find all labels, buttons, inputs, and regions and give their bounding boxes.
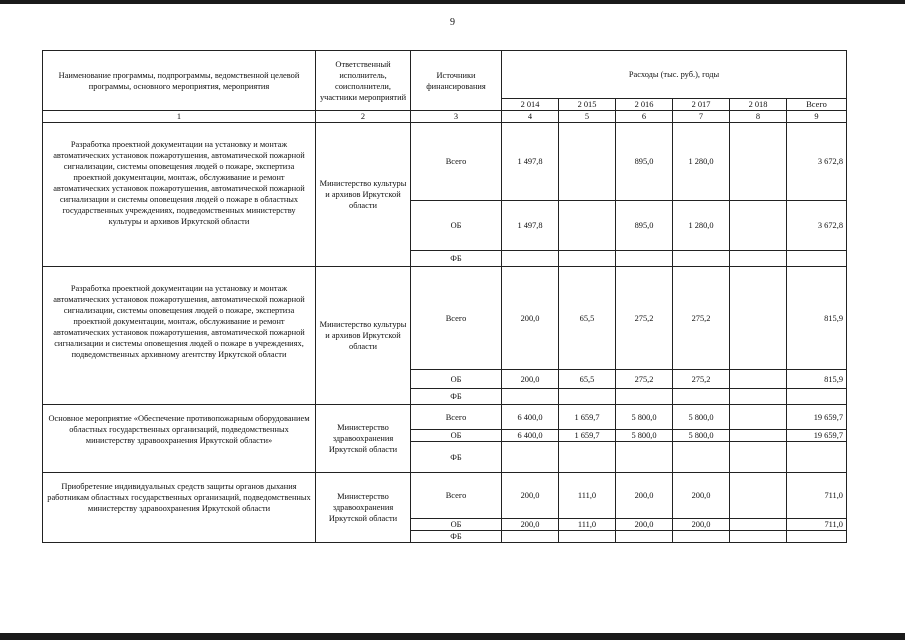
value-cell (730, 389, 787, 405)
header-year-total: Всего (787, 99, 847, 111)
total-cell: 3 672,8 (787, 201, 847, 251)
value-cell (616, 251, 673, 267)
index-cell: 3 (411, 111, 502, 123)
index-cell: 7 (673, 111, 730, 123)
responsible-executor: Министерство здравоохранения Иркутской области (316, 473, 411, 543)
value-cell: 200,0 (673, 473, 730, 519)
value-cell (616, 389, 673, 405)
source-cell: ОБ (411, 370, 502, 389)
activity-name: Разработка проектной документации на установку и монтаж автоматических установок пожаротушения, автоматической пожарной сигнализации, системы оповещения людей о пожаре, экспертиза проектной документации, монтаж, обслуживание и ремонт автоматических установок пожаротушения, автоматической пожарной сигнализации и системы оповещения людей о пожаре в областных государственных учреждениях, подведомственных министерству культуры и архивов Иркутской области (43, 123, 316, 267)
index-cell: 8 (730, 111, 787, 123)
value-cell: 5 800,0 (616, 430, 673, 442)
total-cell: 19 659,7 (787, 430, 847, 442)
value-cell (673, 531, 730, 543)
value-cell (673, 251, 730, 267)
source-cell: ОБ (411, 519, 502, 531)
value-cell: 200,0 (502, 267, 559, 370)
value-cell: 1 280,0 (673, 123, 730, 201)
value-cell (730, 442, 787, 473)
value-cell (730, 370, 787, 389)
value-cell: 65,5 (559, 267, 616, 370)
table-row (43, 267, 847, 370)
index-cell: 6 (616, 111, 673, 123)
index-cell: 5 (559, 111, 616, 123)
value-cell (730, 531, 787, 543)
value-cell (730, 123, 787, 201)
total-cell (787, 442, 847, 473)
value-cell (559, 389, 616, 405)
responsible-executor: Министерство культуры и архивов Иркутской области (316, 267, 411, 405)
value-cell (502, 251, 559, 267)
source-cell: ОБ (411, 430, 502, 442)
source-cell: Всего (411, 405, 502, 430)
value-cell: 275,2 (616, 267, 673, 370)
value-cell (730, 430, 787, 442)
source-cell: ФБ (411, 531, 502, 543)
header-expenses: Расходы (тыс. руб.), годы (502, 51, 847, 99)
source-cell: Всего (411, 473, 502, 519)
value-cell (730, 251, 787, 267)
source-cell: ФБ (411, 389, 502, 405)
header-year: 2 015 (559, 99, 616, 111)
value-cell (616, 442, 673, 473)
value-cell: 200,0 (616, 519, 673, 531)
value-cell: 5 800,0 (673, 405, 730, 430)
value-cell (559, 251, 616, 267)
value-cell: 200,0 (673, 519, 730, 531)
value-cell: 65,5 (559, 370, 616, 389)
value-cell: 200,0 (502, 519, 559, 531)
value-cell: 6 400,0 (502, 405, 559, 430)
total-cell: 19 659,7 (787, 405, 847, 430)
total-cell: 711,0 (787, 519, 847, 531)
source-cell: ОБ (411, 201, 502, 251)
total-cell: 815,9 (787, 370, 847, 389)
value-cell: 275,2 (616, 370, 673, 389)
index-cell: 9 (787, 111, 847, 123)
header-year: 2 016 (616, 99, 673, 111)
index-cell: 4 (502, 111, 559, 123)
source-cell: Всего (411, 123, 502, 201)
total-cell (787, 251, 847, 267)
source-cell: ФБ (411, 442, 502, 473)
value-cell: 5 800,0 (673, 430, 730, 442)
total-cell: 711,0 (787, 473, 847, 519)
value-cell: 1 659,7 (559, 405, 616, 430)
value-cell (730, 267, 787, 370)
total-cell (787, 389, 847, 405)
value-cell: 5 800,0 (616, 405, 673, 430)
page-number: 9 (450, 17, 455, 28)
value-cell (502, 389, 559, 405)
activity-name: Разработка проектной документации на установку и монтаж автоматических установок пожаротушения, автоматической пожарной сигнализации, системы оповещения людей о пожаре, экспертиза проектной документации, монтаж, обслуживание и ремонт автоматических установок пожаротушения, автоматической пожарной сигнализации и системы оповещения людей о пожаре в учреждениях, подведомственных архивному агентству Иркутской области (43, 267, 316, 405)
value-cell: 1 497,8 (502, 201, 559, 251)
value-cell (502, 442, 559, 473)
value-cell (616, 531, 673, 543)
value-cell (559, 442, 616, 473)
table-row (43, 473, 847, 519)
responsible-executor: Министерство здравоохранения Иркутской области (316, 405, 411, 473)
value-cell (559, 123, 616, 201)
table-row (43, 405, 847, 430)
value-cell (730, 519, 787, 531)
activity-name: Приобретение индивидуальных средств защиты органов дыхания работникам областных государственных организаций, подведомственных министерству здравоохранения Иркутской области (43, 473, 316, 543)
value-cell: 1 659,7 (559, 430, 616, 442)
value-cell (730, 473, 787, 519)
total-cell: 815,9 (787, 267, 847, 370)
value-cell: 275,2 (673, 267, 730, 370)
source-cell: Всего (411, 267, 502, 370)
value-cell (502, 531, 559, 543)
value-cell (559, 531, 616, 543)
value-cell (673, 442, 730, 473)
index-cell: 2 (316, 111, 411, 123)
value-cell: 1 497,8 (502, 123, 559, 201)
value-cell (673, 389, 730, 405)
activity-name: Основное мероприятие «Обеспечение противопожарным оборудованием областных государственных организаций, подведомственных министерству здравоохранения Иркутской области» (43, 405, 316, 473)
value-cell: 895,0 (616, 123, 673, 201)
header-year: 2 017 (673, 99, 730, 111)
value-cell: 1 280,0 (673, 201, 730, 251)
value-cell (559, 201, 616, 251)
source-cell: ФБ (411, 251, 502, 267)
value-cell: 111,0 (559, 473, 616, 519)
header-sources: Источники финансирования (411, 51, 502, 111)
header-responsible: Ответственный исполнитель, соисполнители, участники мероприятий (316, 51, 411, 111)
table-row (43, 123, 847, 201)
header-name: Наименование программы, подпрограммы, ведомственной целевой программы, основного мероприятия, мероприятия (43, 51, 316, 111)
header-year: 2 018 (730, 99, 787, 111)
value-cell: 895,0 (616, 201, 673, 251)
value-cell: 6 400,0 (502, 430, 559, 442)
total-cell: 3 672,8 (787, 123, 847, 201)
scan-edge-top (0, 0, 905, 4)
responsible-executor: Министерство культуры и архивов Иркутской области (316, 123, 411, 267)
index-cell: 1 (43, 111, 316, 123)
value-cell: 200,0 (616, 473, 673, 519)
header-year: 2 014 (502, 99, 559, 111)
total-cell (787, 531, 847, 543)
value-cell: 111,0 (559, 519, 616, 531)
value-cell (730, 405, 787, 430)
value-cell: 200,0 (502, 370, 559, 389)
expenses-table (42, 50, 847, 543)
value-cell: 200,0 (502, 473, 559, 519)
scan-edge-bottom (0, 633, 905, 640)
value-cell (730, 201, 787, 251)
value-cell: 275,2 (673, 370, 730, 389)
